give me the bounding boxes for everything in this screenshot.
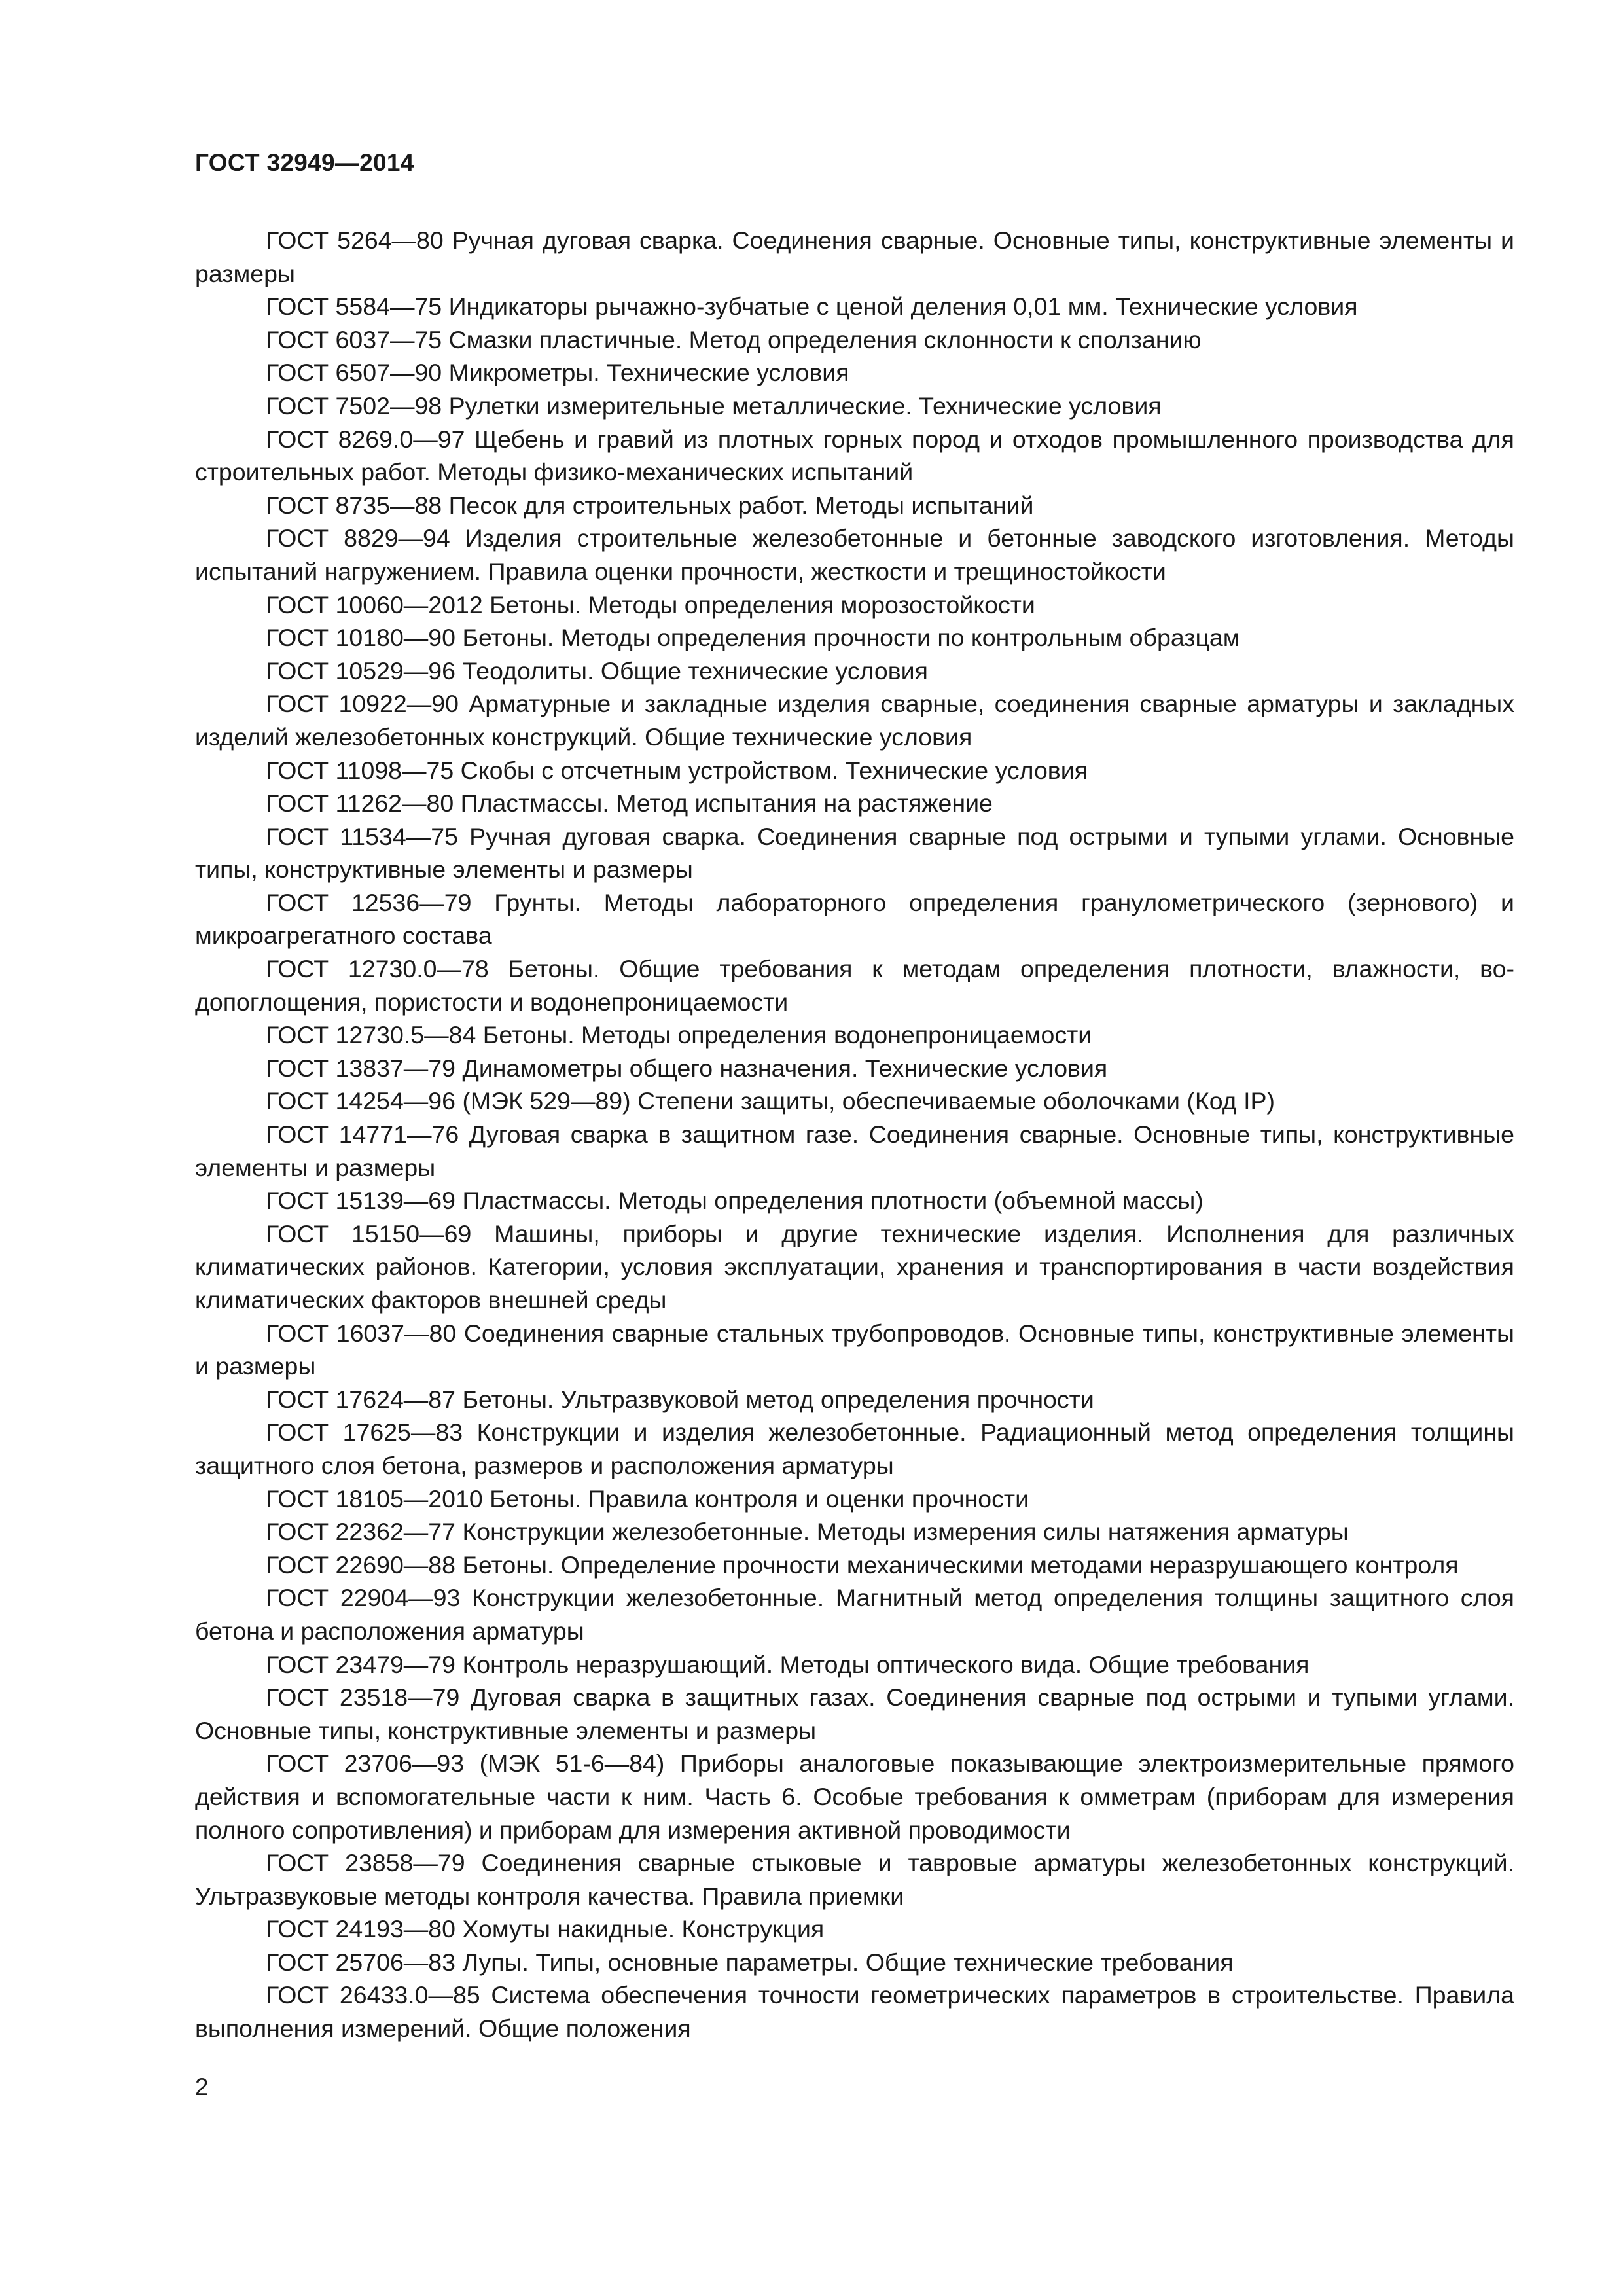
- reference-entry: ГОСТ 6507—90 Микрометры. Технические условия: [266, 359, 849, 387]
- reference-entry: ГОСТ 5264—80 Ручная дуговая сварка. Соединения сварные. Основные типы, конструктивные элементы и размеры: [195, 226, 1514, 287]
- reference-entry: ГОСТ 24193—80 Хомуты накидные. Конструкция: [266, 1915, 825, 1943]
- reference-entry: ГОСТ 8735—88 Песок для строительных работ. Методы испытаний: [266, 491, 1034, 519]
- reference-entry: ГОСТ 22690—88 Бетоны. Определение прочности механическими методами неразрушающего контроля: [266, 1551, 1459, 1579]
- reference-entry: ГОСТ 23706—93 (МЭК 51-6—84) Приборы аналоговые показывающие электроизмерительные прямого действия и вспомогательные части к ним. Часть 6. Особые требования к омметрам (приборам для измерения полного сопротивления) и приборам для измерения активной проводимости: [195, 1749, 1514, 1844]
- document-header-id: ГОСТ 32949—2014: [195, 149, 414, 176]
- reference-entry: ГОСТ 10180—90 Бетоны. Методы определения прочности по контрольным образцам: [266, 624, 1240, 652]
- reference-entry: ГОСТ 12536—79 Грунты. Методы лабораторного определения гранулометрического (зернового) и микроагрегатного состава: [195, 888, 1514, 950]
- reference-entry: ГОСТ 11262—80 Пластмассы. Метод испытания на растяжение: [266, 789, 993, 817]
- reference-entry: ГОСТ 5584—75 Индикаторы рычажно-зубчатые с ценой деления 0,01 мм. Технические условия: [266, 293, 1358, 321]
- reference-entry: ГОСТ 23858—79 Соединения сварные стыковые и тавровые арматуры железобетонных конструкций. Ультразвуковые методы контроля качества. Правила приемки: [195, 1849, 1514, 1910]
- reference-entry: ГОСТ 8269.0—97 Щебень и гравий из плотных горных пород и отходов промышленного производства для строительных работ. Методы физико-механических испытаний: [195, 425, 1514, 486]
- reference-entry: ГОСТ 17625—83 Конструкции и изделия железобетонные. Радиационный метод определения толщины защитного слоя бетона, размеров и расположения арматуры: [195, 1418, 1514, 1479]
- reference-entry: ГОСТ 17624—87 Бетоны. Ультразвуковой метод определения прочности: [266, 1385, 1094, 1413]
- reference-entry: ГОСТ 23518—79 Дуговая сварка в защитных газах. Соединения сварные под острыми и тупыми углами. Основные типы, конструктивные элементы и размеры: [195, 1683, 1514, 1744]
- reference-entry: ГОСТ 10060—2012 Бетоны. Методы определения морозостойкости: [266, 590, 1035, 619]
- reference-entry: ГОСТ 7502—98 Рулетки измерительные металлические. Технические условия: [266, 391, 1162, 420]
- reference-entry: ГОСТ 23479—79 Контроль неразрушающий. Методы оптического вида. Общие требования: [266, 1650, 1310, 1678]
- reference-entry: ГОСТ 18105—2010 Бетоны. Правила контроля и оценки прочности: [266, 1484, 1029, 1513]
- reference-entry: ГОСТ 11098—75 Скобы с отсчетным устройством. Технические условия: [266, 756, 1088, 784]
- reference-entry: ГОСТ 15150—69 Машины, приборы и другие технические изделия. Исполнения для различных климатических районов. Категории, условия эксплуатации, хранения и транспортирования в части воздействия климатических факторов внешней среды: [195, 1219, 1514, 1314]
- reference-entry: ГОСТ 22362—77 Конструкции железобетонные. Методы измерения силы натяжения арматуры: [266, 1518, 1349, 1546]
- reference-entry: ГОСТ 13837—79 Динамометры общего назначения. Технические условия: [266, 1054, 1108, 1082]
- references-list: [195, 224, 1514, 2045]
- reference-entry: ГОСТ 14254—96 (МЭК 529—89) Степени защиты, обеспечиваемые оболочками (Код IP): [266, 1087, 1275, 1115]
- reference-entry: ГОСТ 22904—93 Конструкции железобетонные. Магнитный метод определения толщины защитного слоя бетона и расположения арматуры: [195, 1584, 1514, 1645]
- reference-entry: ГОСТ 11534—75 Ручная дуговая сварка. Соединения сварные под острыми и тупыми углами. Основные типы, конструктивные элементы и размеры: [195, 822, 1514, 884]
- reference-entry: ГОСТ 8829—94 Изделия строительные железобетонные и бетонные заводского изготовления. Методы испытаний нагружением. Правила оценки прочности, жесткости и трещиностойкости: [195, 524, 1514, 585]
- reference-entry: ГОСТ 12730.0—78 Бетоны. Общие требования к методам определения плотности, влажности, водопоглощения, пористости и водонепроницаемости: [195, 955, 1514, 1016]
- reference-entry: ГОСТ 6037—75 Смазки пластичные. Метод определения склонности к сползанию: [266, 325, 1202, 353]
- reference-entry: ГОСТ 10529—96 Теодолиты. Общие технические условия: [266, 656, 928, 685]
- reference-entry: ГОСТ 25706—83 Лупы. Типы, основные параметры. Общие технические требования: [266, 1948, 1234, 1976]
- reference-entry: ГОСТ 16037—80 Соединения сварные стальных трубопроводов. Основные типы, конструктивные элементы и размеры: [195, 1319, 1514, 1380]
- reference-entry: ГОСТ 12730.5—84 Бетоны. Методы определения водонепроницаемости: [266, 1021, 1092, 1049]
- reference-entry: ГОСТ 26433.0—85 Система обеспечения точности геометрических параметров в строительстве. Правила выполнения измерений. Общие положения: [195, 1981, 1514, 2043]
- reference-entry: ГОСТ 15139—69 Пластмассы. Методы определения плотности (объемной массы): [266, 1187, 1204, 1215]
- reference-entry: ГОСТ 10922—90 Арматурные и закладные изделия сварные, соединения сварные арматуры и закладных изделий железобетонных конструкций. Общие технические условия: [195, 690, 1514, 751]
- reference-entry: ГОСТ 14771—76 Дуговая сварка в защитном газе. Соединения сварные. Основные типы, конструктивные элементы и размеры: [195, 1121, 1514, 1181]
- page-number: 2: [195, 2073, 209, 2100]
